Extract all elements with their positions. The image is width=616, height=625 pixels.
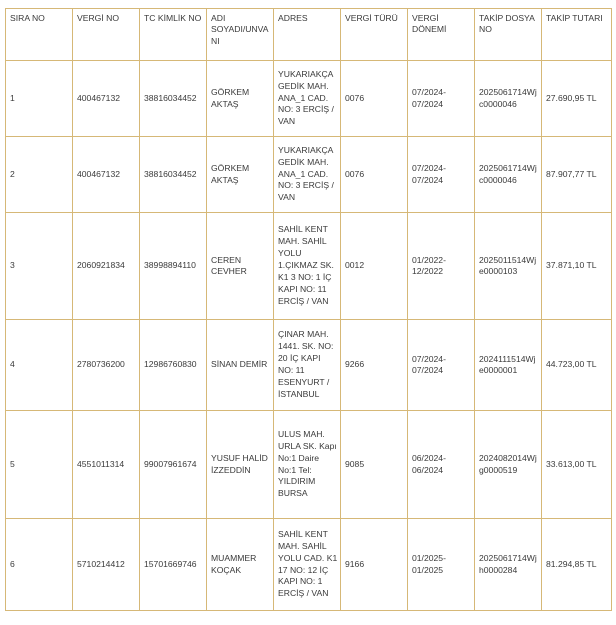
cell-adi-soyadi: YUSUF HALİD İZZEDDİN [207, 411, 274, 519]
cell-adres: ULUS MAH. URLA SK. Kapı No:1 Daire No:1 Tel: YILDIRIM BURSA [274, 411, 341, 519]
cell-vergi-no: 2780736200 [73, 320, 140, 411]
header-adres: ADRES [274, 9, 341, 61]
cell-adi-soyadi: GÖRKEM AKTAŞ [207, 61, 274, 137]
cell-tc-kimlik-no: 15701669746 [140, 519, 207, 611]
header-vergi-turu: VERGİ TÜRÜ [341, 9, 408, 61]
header-adi-soyadi: ADI SOYADI/UNVANI [207, 9, 274, 61]
cell-vergi-turu: 0076 [341, 61, 408, 137]
cell-vergi-no: 400467132 [73, 137, 140, 213]
cell-vergi-turu: 9166 [341, 519, 408, 611]
cell-vergi-turu: 9085 [341, 411, 408, 519]
cell-tc-kimlik-no: 38816034452 [140, 137, 207, 213]
cell-vergi-donemi: 01/2022-12/2022 [408, 213, 475, 320]
cell-adres: SAHİL KENT MAH. SAHİL YOLU 1.ÇIKMAZ SK. K1 3 NO: 1 İÇ KAPI NO: 11 ERCİŞ / VAN [274, 213, 341, 320]
cell-adi-soyadi: MUAMMER KOÇAK [207, 519, 274, 611]
cell-vergi-no: 4551011314 [73, 411, 140, 519]
cell-adi-soyadi: SİNAN DEMİR [207, 320, 274, 411]
cell-takip-tutari: 27.690,95 TL [542, 61, 612, 137]
table-row [6, 137, 612, 213]
cell-vergi-donemi: 01/2025-01/2025 [408, 519, 475, 611]
cell-vergi-no: 5710214412 [73, 519, 140, 611]
cell-takip-tutari: 81.294,85 TL [542, 519, 612, 611]
cell-takip-dosya-no: 2024082014Wjg0000519 [475, 411, 542, 519]
table-row [6, 320, 612, 411]
cell-vergi-donemi: 07/2024-07/2024 [408, 320, 475, 411]
cell-tc-kimlik-no: 12986760830 [140, 320, 207, 411]
table-row [6, 411, 612, 519]
header-sira-no: SIRA NO [6, 9, 73, 61]
table-row [6, 519, 612, 611]
cell-sira-no: 6 [6, 519, 73, 611]
header-tc-kimlik-no: TC KİMLİK NO [140, 9, 207, 61]
cell-takip-dosya-no: 2025061714Wjh0000284 [475, 519, 542, 611]
cell-sira-no: 3 [6, 213, 73, 320]
cell-vergi-donemi: 07/2024-07/2024 [408, 137, 475, 213]
cell-vergi-turu: 0076 [341, 137, 408, 213]
cell-takip-dosya-no: 2025061714Wjc0000046 [475, 61, 542, 137]
cell-sira-no: 5 [6, 411, 73, 519]
cell-takip-tutari: 33.613,00 TL [542, 411, 612, 519]
cell-vergi-no: 400467132 [73, 61, 140, 137]
cell-takip-tutari: 87.907,77 TL [542, 137, 612, 213]
cell-adres: SAHİL KENT MAH. SAHİL YOLU CAD. K1 17 NO: 12 İÇ KAPI NO: 1 ERCİŞ / VAN [274, 519, 341, 611]
cell-takip-dosya-no: 2024111514Wje0000001 [475, 320, 542, 411]
table-row [6, 61, 612, 137]
header-vergi-no: VERGİ NO [73, 9, 140, 61]
cell-sira-no: 2 [6, 137, 73, 213]
cell-adi-soyadi: GÖRKEM AKTAŞ [207, 137, 274, 213]
cell-tc-kimlik-no: 38816034452 [140, 61, 207, 137]
header-takip-dosya-no: TAKİP DOSYA NO [475, 9, 542, 61]
cell-vergi-turu: 0012 [341, 213, 408, 320]
table-row [6, 213, 612, 320]
cell-takip-tutari: 44.723,00 TL [542, 320, 612, 411]
table-header-row [6, 9, 612, 61]
cell-sira-no: 1 [6, 61, 73, 137]
header-takip-tutari: TAKİP TUTARI [542, 9, 612, 61]
cell-adres: ÇINAR MAH. 1441. SK. NO: 20 İÇ KAPI NO: 11 ESENYURT / İSTANBUL [274, 320, 341, 411]
cell-adres: YUKARIAKÇA GEDİK MAH. ANA_1 CAD. NO: 3 ERCİŞ / VAN [274, 137, 341, 213]
cell-vergi-donemi: 07/2024-07/2024 [408, 61, 475, 137]
cell-tc-kimlik-no: 99007961674 [140, 411, 207, 519]
cell-takip-dosya-no: 2025011514Wje0000103 [475, 213, 542, 320]
cell-sira-no: 4 [6, 320, 73, 411]
cell-adi-soyadi: CEREN CEVHER [207, 213, 274, 320]
cell-takip-dosya-no: 2025061714Wjc0000046 [475, 137, 542, 213]
cell-vergi-donemi: 06/2024-06/2024 [408, 411, 475, 519]
header-vergi-donemi: VERGİ DÖNEMİ [408, 9, 475, 61]
cell-takip-tutari: 37.871,10 TL [542, 213, 612, 320]
cell-vergi-turu: 9266 [341, 320, 408, 411]
cell-adres: YUKARIAKÇA GEDİK MAH. ANA_1 CAD. NO: 3 ERCİŞ / VAN [274, 61, 341, 137]
tax-debt-table [5, 8, 612, 611]
cell-vergi-no: 2060921834 [73, 213, 140, 320]
cell-tc-kimlik-no: 38998894110 [140, 213, 207, 320]
